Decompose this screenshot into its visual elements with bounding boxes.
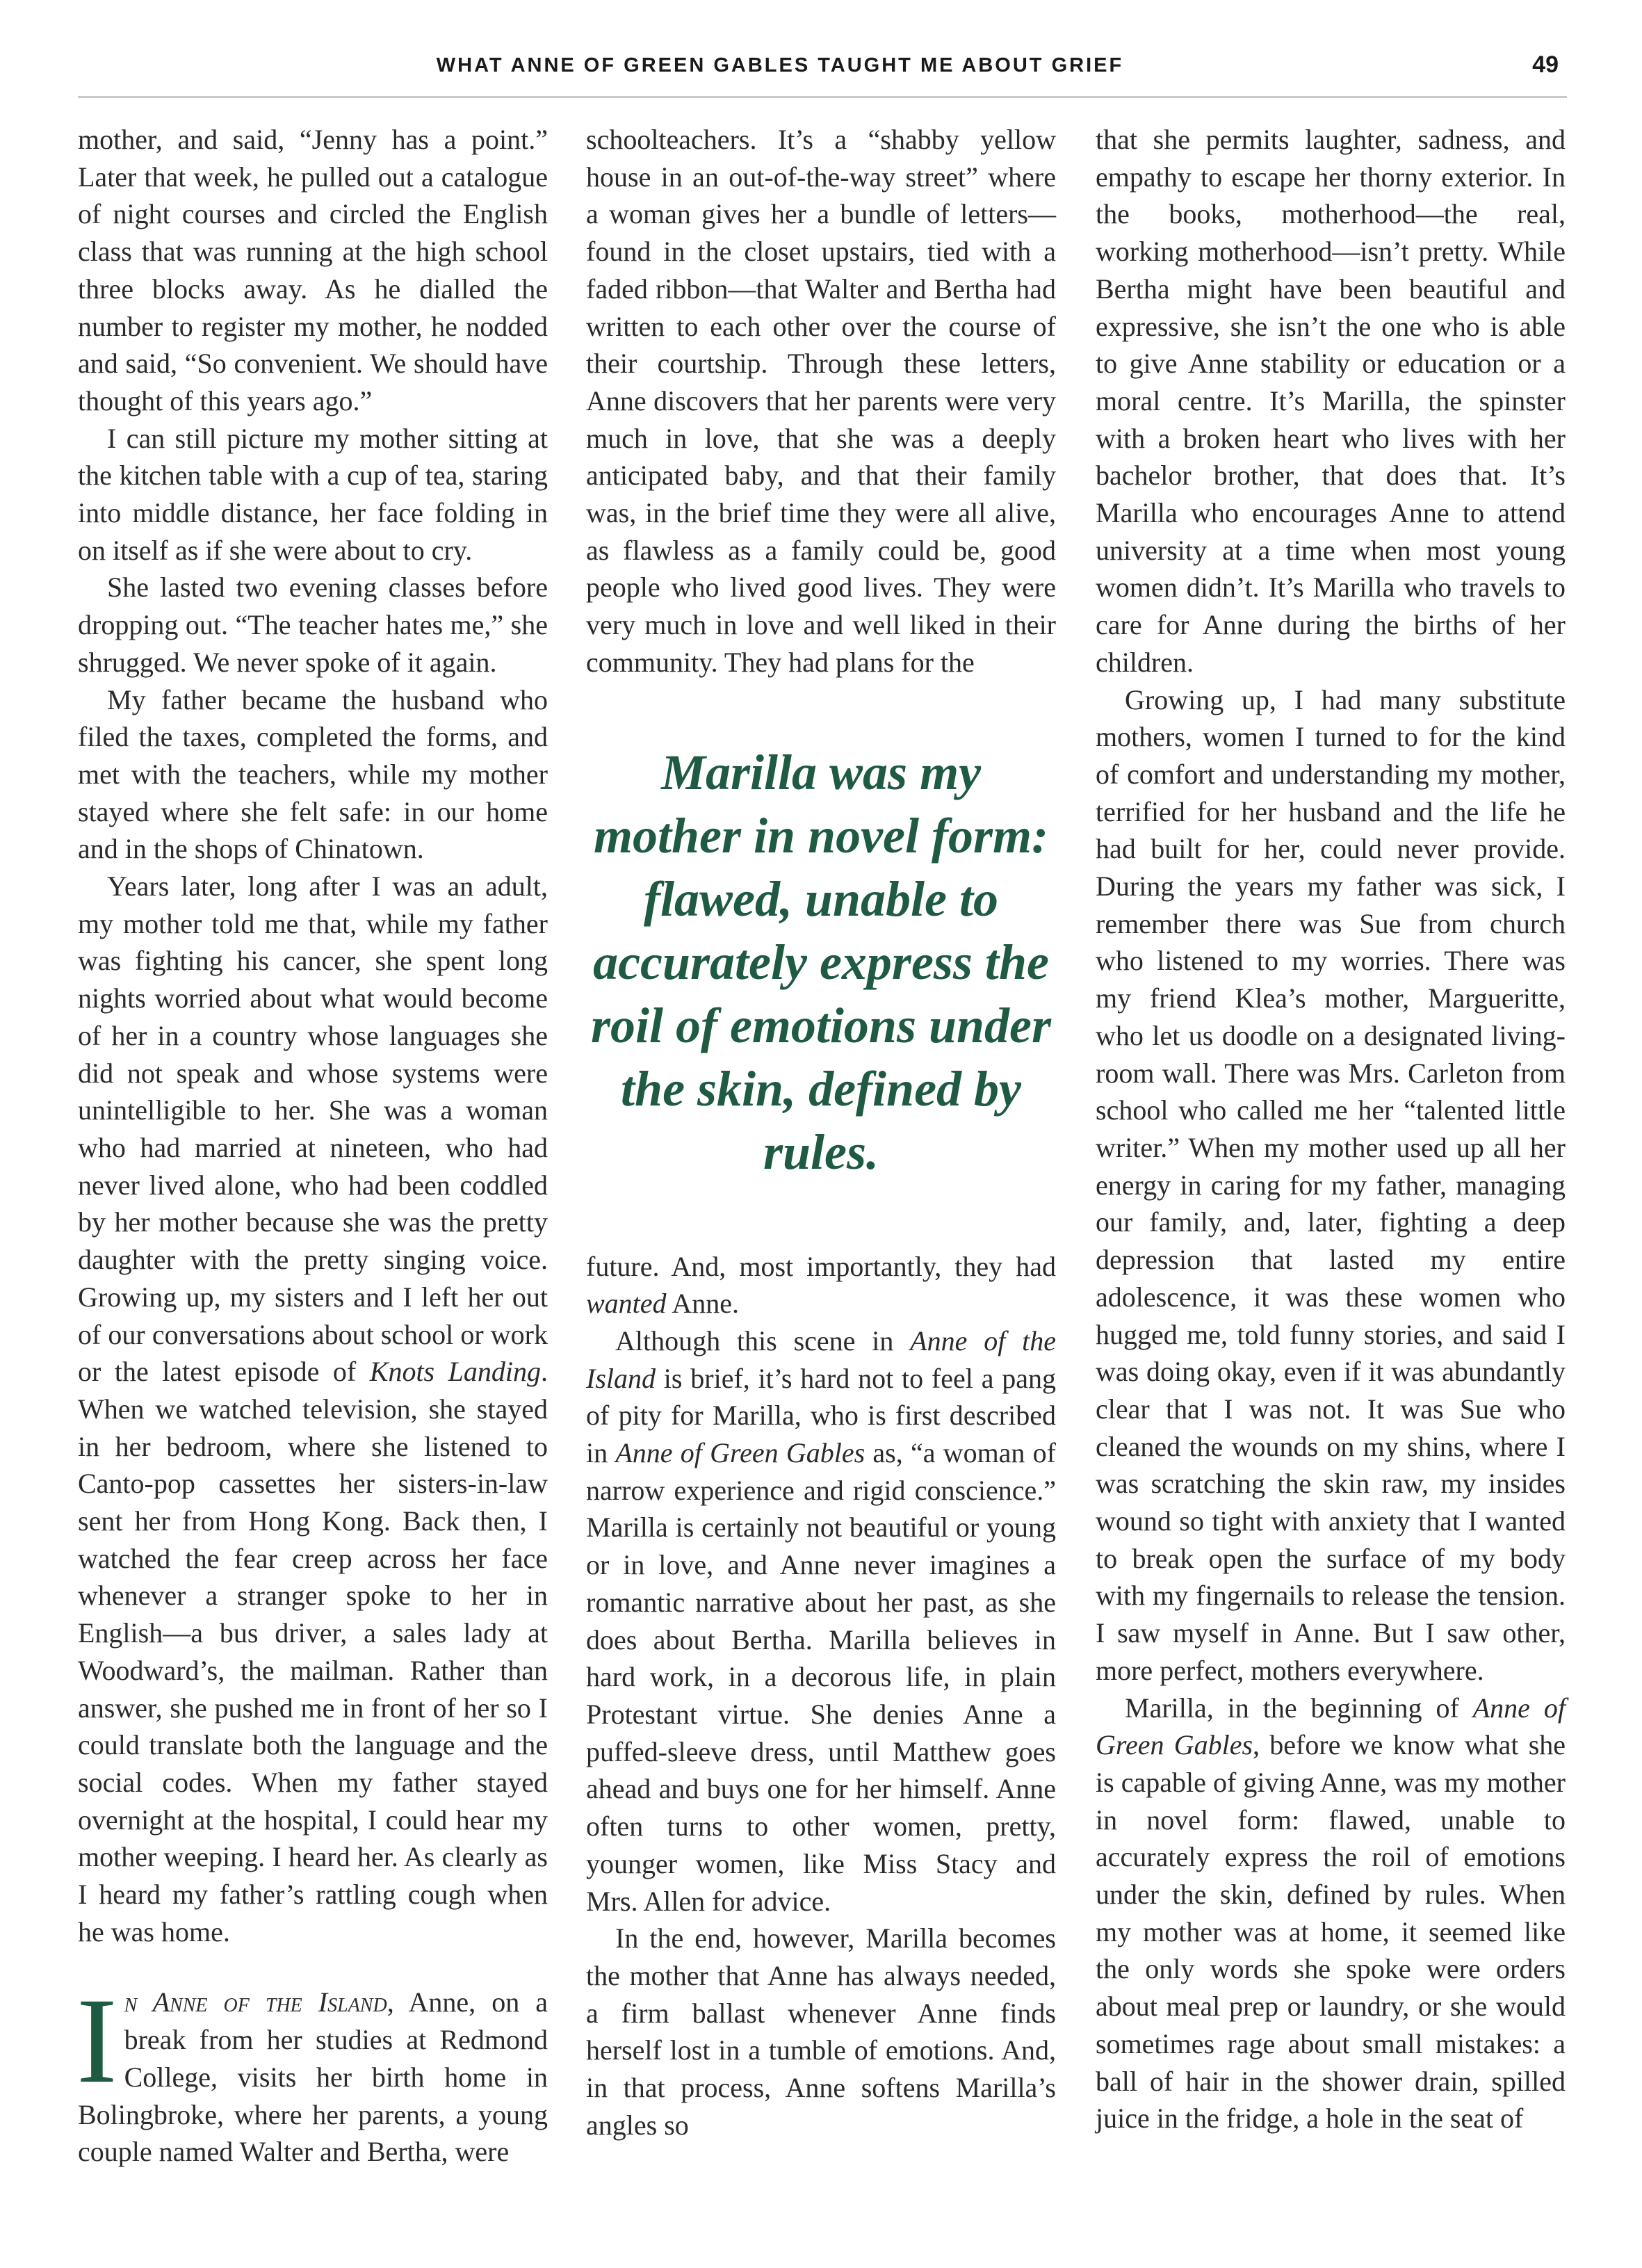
- section-opening-paragraph: [76, 1973, 548, 2171]
- paragraph: I can still picture my mother sitting at the kitchen table with a cup of tea, staring into middle distance, her face folding in on itself as if she were about to cry.: [78, 422, 548, 566]
- page-number: 49: [1532, 51, 1559, 78]
- text-column-3: [1096, 121, 1566, 2137]
- show-title: Knots Landing: [369, 1356, 542, 1388]
- text-column-1: [78, 121, 548, 2171]
- paragraph: She lasted two evening classes before dropping out. “The teacher hates me,” she shrugged. We never spoke of it again.: [78, 572, 548, 678]
- book-title: Anne of Green Gables: [1096, 1692, 1566, 1761]
- paragraph: [586, 1322, 1056, 1920]
- paragraph-text: future. And, most importantly, they had: [586, 1250, 1056, 1282]
- paragraph-text: , before we know what she is capable of giving Anne, was my mother in novel form: flawed, unable to accurately express the roil of emotions under the skin, defined by rules. When my mother was at home, it seemed like the only words she spoke were orders about meal prep or laundry, or she would sometimes rage about small mistakes: a ball of hair in the shower drain, spilled juice in the fridge, a hole in the seat of: [1096, 1729, 1566, 2135]
- paragraph: [586, 1248, 1056, 1322]
- running-title: WHAT ANNE OF GREEN GABLES TAUGHT ME ABOUT GRIEF: [436, 54, 1124, 76]
- emphasis: wanted: [586, 1288, 667, 1320]
- paragraph: My father became the husband who filed the taxes, completed the forms, and met with the teachers, while my mother stayed where she felt safe: in our home and in the shops of Chinatown.: [78, 683, 548, 865]
- paragraph: schoolteachers. It’s a “shabby yellow house in an out-of-the-way street” where a woman gives her a bundle of letters—found in the closet upstairs, tied with a faded ribbon—that Walter and Bertha had written to each other over the course of their courtship. Through these letters, Anne discovers that her parents were very much in love, that she was a deeply anticipated baby, and that their family was, in the brief time they were all alive, as flawless as a family could be, good people who lived good lives. They were very much in love and well liked in their community. They had plans for the: [586, 124, 1056, 678]
- paragraph-text: . When we watched television, she stayed in her bedroom, where she listened to Canto-pop cassettes her sisters-in-law sent her from Hong Kong. Back then, I watched the fear creep across her face whenever a stranger spoke to her in English—a bus driver, a sales lady at Woodward’s, the mailman. Rather than answer, she pushed me in front of her so I could translate both the language and the social codes. When my father stayed overnight at the hospital, I could hear my mother weeping. I heard her. As clearly as I heard my father’s rattling cough when he was home.: [78, 1356, 548, 1947]
- paragraph: mother, and said, “Jenny has a point.” Later that week, he pulled out a catalogue of night courses and circled the English class that was running at the high school three blocks away. As he dialled the number to register my mother, he nodded and said, “So convenient. We should have thought of this years ago.”: [78, 124, 548, 416]
- paragraph-text: Years later, long after I was an adult, my mother told me that, while my father was fighting his cancer, she spent long nights worried about what would become of her in a country whose languages she did not speak and whose systems were unintelligible to her. She was a woman who had married at nineteen, who had never lived alone, who had been coddled by her mother because she was the pretty daughter with the pretty singing voice. Growing up, my sisters and I left her out of our conversations about school or work or the latest episode of: [78, 870, 548, 1388]
- paragraph: [78, 868, 548, 1950]
- paragraph: In the end, however, Marilla becomes the mother that Anne has always needed, a firm ballast whenever Anne finds herself lost in a tumble of emotions. And, in that process, Anne softens Marilla’s angles so: [586, 1922, 1056, 2141]
- paragraph: Growing up, I had many substitute mothers, women I turned to for the kind of comfort and understanding my mother, terrified for her husband and the life he had built for her, could never provide. During the years my father was sick, I remember there was Sue from church who listened to my worries. There was my friend Klea’s mother, Margueritte, who let us doodle on a designated living-room wall. There was Mrs. Carleton from school who called me her “talented little writer.” When my mother used up all her energy in caring for my father, managing our family, and, later, fighting a deep depression that lasted my entire adolescence, it was these women who hugged me, told funny stories, and said I was doing okay, even if it was abundantly clear that I was not. It was Sue who cleaned the wounds on my shins, where I was scratching the skin raw, my insides wound so tight with anxiety that I wanted to break open the surface of my body with my fingernails to release the tension. I saw myself in Anne. But I saw other, more perfect, mothers everywhere.: [1096, 683, 1566, 1686]
- paragraph-text: Marilla, in the beginning of: [1125, 1692, 1473, 1724]
- running-header: [78, 51, 1567, 98]
- paragraph-text: Although this scene in: [615, 1325, 911, 1356]
- drop-cap: I: [76, 1973, 117, 2109]
- paragraph-text: is brief, it’s hard not to feel a pang of pity for Marilla, who is first described in: [586, 1362, 1056, 1469]
- book-title: Anne of Green Gables: [615, 1437, 865, 1469]
- text-column-2: [586, 121, 1056, 2144]
- paragraph: that she permits laughter, sadness, and empathy to escape her thorny exterior. In the books, motherhood—the real, working motherhood—isn’t pretty. While Bertha might have been beautiful and expressive, she isn’t the one who is able to give Anne stability or education or a moral centre. It’s Marilla, the spinster with a broken heart who lives with her bachelor brother, that does that. It’s Marilla who encourages Anne to attend university at a time when most young women didn’t. It’s Marilla who travels to care for Anne during the births of her children.: [1096, 124, 1566, 678]
- paragraph-text: Anne.: [666, 1288, 739, 1320]
- paragraph-text: as, “a woman of narrow experience and rigid conscience.” Marilla is certainly not beautiful or young or in love, and Anne never imagines a romantic narrative about her past, as she does about Bertha. Marilla believes in hard work, in a decorous life, in plain Protestant virtue. She denies Anne a puffed-sleeve dress, until Matthew goes ahead and buys one for her himself. Anne often turns to other women, pretty, younger women, like Miss Stacy and Mrs. Allen for advice.: [586, 1437, 1056, 1917]
- pull-quote: Marilla was my mother in novel form: flawed, unable to accurately express the roil of emotions under the skin, defined by rules.: [590, 744, 1052, 1180]
- book-title-smallcaps: n Anne of the Island: [124, 1986, 387, 2018]
- paragraph-text: , Anne, on a break from her studies at Redmond College, visits her birth home in Bolingbroke, where her parents, a young couple named Walter and Bertha, were: [78, 1986, 548, 2168]
- book-title: Anne of the Island: [586, 1325, 1056, 1394]
- paragraph: [1096, 1690, 1566, 2137]
